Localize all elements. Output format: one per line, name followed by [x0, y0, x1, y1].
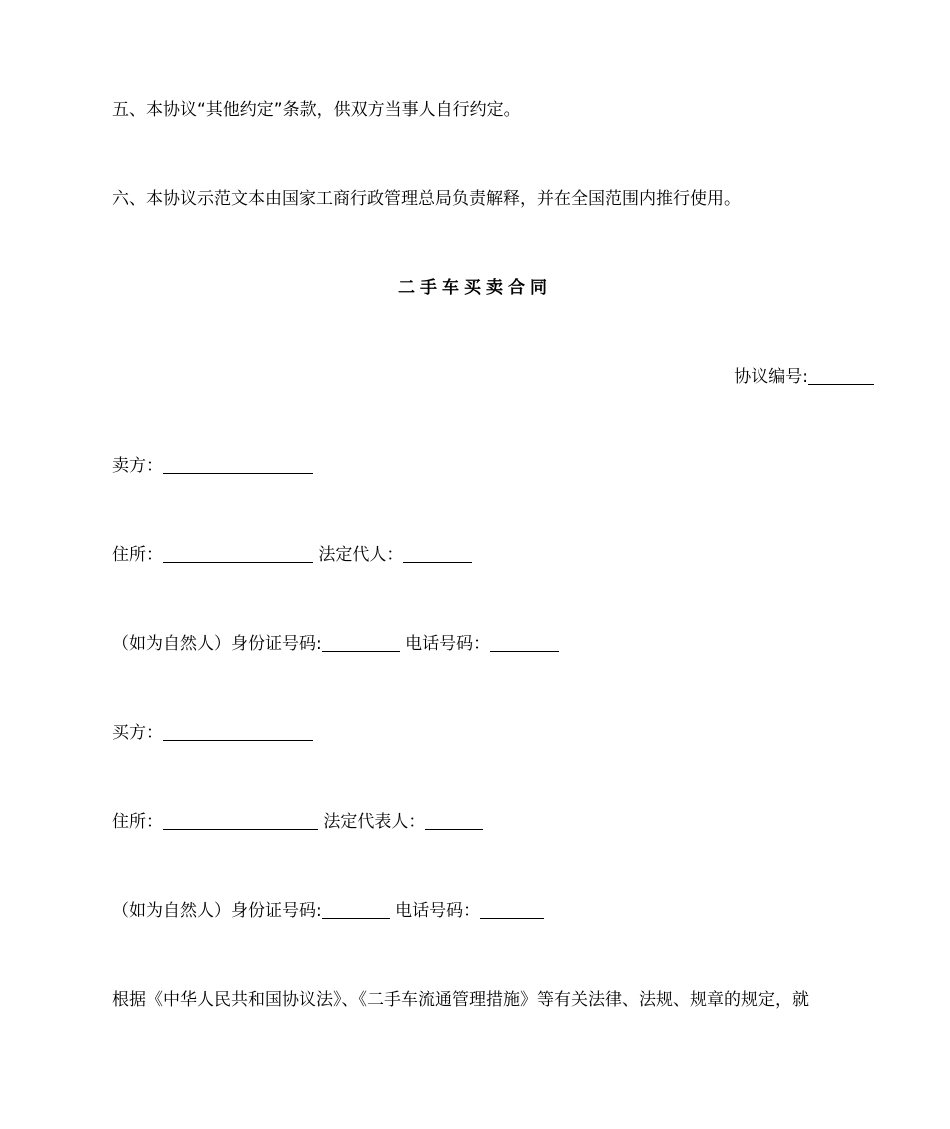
seller-id-blank[interactable] [322, 633, 400, 652]
buyer-address-blank[interactable] [163, 811, 318, 830]
seller-address-blank[interactable] [163, 544, 313, 563]
buyer-phone-label: 电话号码： [395, 901, 481, 921]
seller-address-row [112, 543, 472, 567]
seller-id-row [112, 632, 559, 656]
seller-label: 卖方： [112, 456, 163, 476]
buyer-id-blank[interactable] [322, 900, 390, 919]
buyer-address-label: 住所： [112, 812, 163, 832]
clause-six: 六、本协议示范文本由国家工商行政管理总局负责解释，并在全国范围内推行使用。 [112, 189, 741, 209]
buyer-rep-label: 法定代表人： [323, 812, 426, 832]
buyer-phone-blank[interactable] [480, 900, 544, 919]
agreement-number-row [734, 365, 874, 389]
buyer-label: 买方： [112, 723, 163, 743]
legal-basis-paragraph: 根据《中华人民共和国协议法》、《二手车流通管理措施》等有关法律、法规、规章的规定，就 [112, 990, 809, 1010]
buyer-address-row [112, 810, 483, 834]
seller-row [112, 454, 313, 478]
seller-name-blank[interactable] [163, 455, 313, 474]
clause-five: 五、本协议“其他约定”条款，供双方当事人自行约定。 [112, 100, 521, 120]
agreement-number-label: 协议编号: [734, 367, 808, 387]
buyer-row [112, 721, 313, 745]
buyer-rep-blank[interactable] [425, 811, 483, 830]
seller-phone-label: 电话号码： [405, 634, 491, 654]
seller-id-label: （如为自然人）身份证号码: [112, 634, 322, 654]
buyer-id-label: （如为自然人）身份证号码: [112, 901, 322, 921]
seller-rep-blank[interactable] [403, 544, 472, 563]
agreement-number-blank[interactable] [808, 366, 874, 385]
seller-address-label: 住所： [112, 545, 163, 565]
contract-title: 二手车买卖合同 [398, 278, 552, 298]
buyer-name-blank[interactable] [163, 722, 313, 741]
buyer-id-row [112, 899, 544, 923]
seller-rep-label: 法定代人： [318, 545, 404, 565]
seller-phone-blank[interactable] [490, 633, 559, 652]
